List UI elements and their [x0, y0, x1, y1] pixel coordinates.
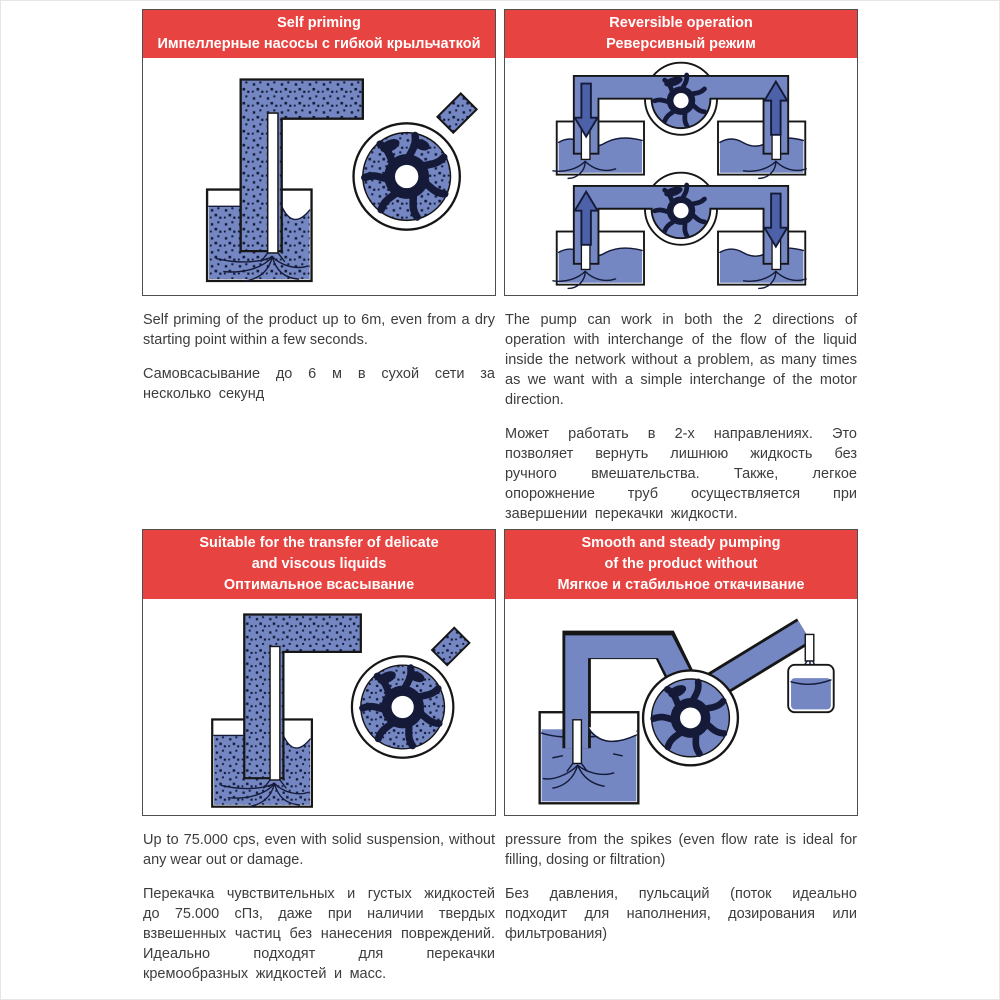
outlet-stub: [432, 628, 469, 665]
header-line: Reversible operation: [609, 15, 753, 31]
diagram-area: [505, 599, 857, 815]
self-priming-pump-diagram: [153, 61, 485, 292]
header-line: Self priming: [277, 15, 361, 31]
paragraph-en: Up to 75.000 cps, even with solid suspension, without any wear out or damage.: [143, 832, 495, 868]
panel-box: [504, 529, 858, 816]
panel-header-banner: [505, 10, 857, 58]
panel-reversible-operation: [504, 9, 858, 529]
panel-delicate-viscous: [142, 529, 496, 984]
panel-box: [142, 529, 496, 816]
panel-box: [504, 9, 858, 296]
reversible-flow-diagram: [515, 61, 847, 292]
panel-smooth-pumping: [504, 529, 858, 984]
panel-header-banner: [143, 10, 495, 58]
header-line: Smooth and steady pumping: [581, 535, 781, 551]
diagram-area: [143, 599, 495, 815]
paragraph-ru: Без давления, пульсаций (поток идеально подходит для наполнения, дозирования или фильтрования): [505, 886, 857, 942]
pump-to-container-diagram: [515, 602, 847, 812]
header-line: of the product without: [604, 556, 758, 572]
diagram-area: [143, 58, 495, 295]
self-priming-pump-diagram: [153, 602, 485, 812]
header-line: Suitable for the transfer of delicate: [199, 535, 439, 551]
panel-self-priming: [142, 9, 496, 529]
outlet-stub: [437, 94, 476, 133]
header-line: Оптимальное всасывание: [223, 577, 415, 593]
panel-header-banner: [505, 530, 857, 599]
diagram-area: [505, 58, 857, 295]
panel-grid: [142, 9, 858, 984]
header-line: Реверсивный режим: [606, 36, 756, 52]
paragraph-ru: Самовсасывание до 6 м в сухой сети за несколько секунд: [143, 366, 495, 402]
header-line: and viscous liquids: [251, 556, 387, 572]
panel-box: [142, 9, 496, 296]
paragraph-en: Self priming of the product up to 6m, even from a dry starting point within a few seconds.: [143, 312, 495, 348]
header-line: Импеллерные насосы с гибкой крыльчаткой: [157, 36, 481, 52]
paragraph-en: pressure from the spikes (even flow rate is ideal for filling, dosing or filtration): [505, 832, 857, 868]
paragraph-ru: Перекачка чувствительных и густых жидкостей до 75.000 сПз, даже при наличии твердых взвешенных частиц без нанесения повреждений. Идеально подходят для перекачки кремообразных жидкостей и масс.: [143, 886, 495, 982]
panel-header-banner: [143, 530, 495, 599]
paragraph-ru: Может работать в 2-х направлениях. Это позволяет вернуть лишнюю жидкость без ручного вмешательства. Также, легкое опорожнение труб осуществляется при завершении перекачки жидкости.: [505, 426, 857, 522]
paragraph-en: The pump can work in both the 2 directions of operation with interchange of the flow of the liquid inside the network without a problem, as many times as we want with a simple interchange of the motor direction.: [505, 312, 857, 408]
header-line: Мягкое и стабильное откачивание: [557, 577, 805, 593]
dosing-container: [788, 665, 834, 712]
